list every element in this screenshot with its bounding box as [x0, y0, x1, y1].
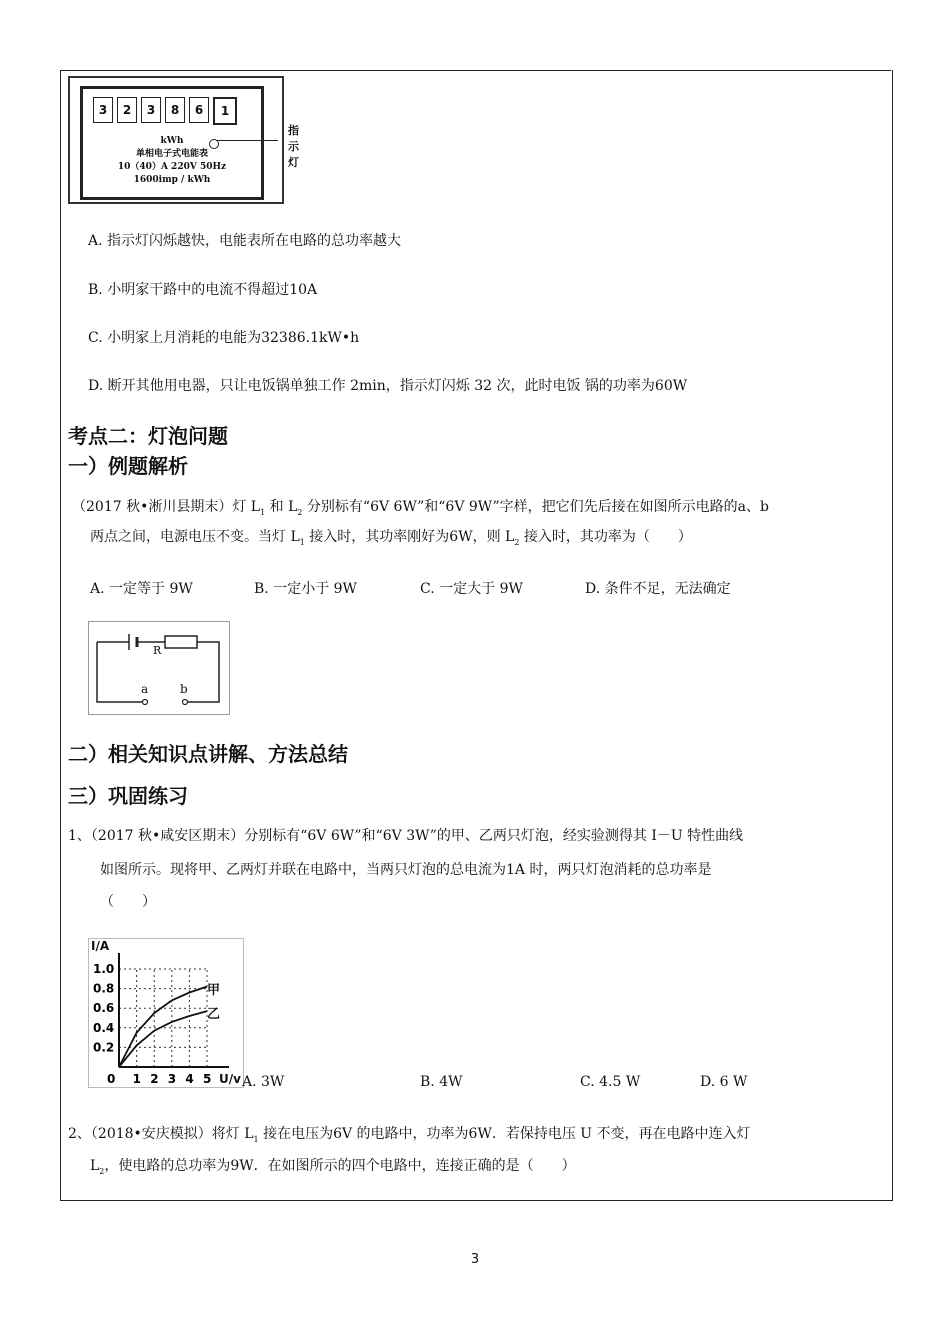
example-line-2: 两点之间，电源电压不变。当灯 $L_1$ 接入时，其功率刚好为6W，则 $L_2$ 接入时，其功率为（ ）	[90, 529, 692, 547]
practice1-line-2: 如图所示。现将甲、乙两灯并联在电路中，当两只灯泡的总电流为1A 时，两只灯泡消耗的总功率是	[100, 862, 712, 878]
q0-option-a: A. 指示灯闪烁越快，电能表所在电路的总功率越大	[88, 233, 402, 249]
meter-digit: 2	[117, 97, 137, 123]
example-option-d: D. 条件不足，无法确定	[585, 581, 731, 597]
example-option-c: C. 一定大于 9W	[420, 581, 523, 597]
practice1-option-a: A. 3W	[242, 1074, 285, 1090]
y-tick-label: 0.4	[93, 1020, 115, 1035]
x-tick-label: 4	[185, 1072, 194, 1086]
meter-rating: 10（40）A 220V 50Hz	[117, 162, 227, 172]
x-tick-label: 2	[150, 1072, 159, 1086]
x-tick-label: 0	[107, 1072, 116, 1086]
meter-unit: kWh	[160, 136, 184, 146]
practice2-line-1: 2、（2018•安庆模拟）将灯 $L_1$ 接在电压为6V 的电路中，功率为6W．若保持电压 U 不变，再在电路中连入灯	[68, 1126, 751, 1144]
y-axis-label: I/A	[91, 939, 110, 953]
meter-name: 单相电子式电能表	[135, 149, 208, 159]
series-line-yi	[119, 1011, 207, 1067]
practice1-line-3: （ ）	[100, 894, 156, 910]
terminal-b-label: b	[180, 682, 188, 696]
section-title: 考点二：灯泡问题	[68, 424, 228, 448]
example-option-b: B. 一定小于 9W	[254, 581, 357, 597]
meter-digit-decimal: 1	[213, 97, 237, 125]
practice1-option-c: C. 4.5 W	[580, 1074, 641, 1090]
y-tick-label: 1.0	[93, 962, 115, 976]
meter-imp: 1600imp / kWh	[133, 175, 211, 185]
electric-meter-figure	[68, 76, 299, 204]
subsection-example: 一）例题解析	[68, 454, 188, 478]
meter-digit: 8	[165, 97, 185, 123]
example-line-1: （2017 秋•淅川县期末）灯 $L_1$ 和 $L_2$ 分别标有“6V 6W”和“6V 9W”字样，把它们先后接在如图所示电路的a、b	[72, 499, 769, 517]
subsection-knowledge: 二）相关知识点讲解、方法总结	[68, 742, 348, 766]
page-number: 3	[470, 1252, 480, 1267]
series-label-yi: 乙	[207, 1007, 221, 1022]
practice1-option-b: B. 4W	[420, 1074, 463, 1090]
example-option-a: A. 一定等于 9W	[90, 581, 193, 597]
meter-panel	[80, 86, 264, 200]
q0-option-d: D. 断开其他用电器，只让电饭锅单独工作 2min，指示灯闪烁 32 次，此时电饭 锅的功率为60W	[88, 378, 688, 394]
practice2-line-2: $L_2$，使电路的总功率为9W．在如图所示的四个电路中，连接正确的是（ ）	[90, 1158, 576, 1176]
practice1-option-d: D. 6 W	[700, 1074, 748, 1090]
circuit-diagram	[88, 621, 230, 715]
meter-digits	[93, 97, 237, 125]
meter-digit: 3	[141, 97, 161, 123]
terminal-a-label: a	[141, 682, 149, 696]
x-tick-label: 3	[167, 1072, 177, 1086]
x-axis-label: U/v	[219, 1072, 241, 1086]
subsection-practice: 三）巩固练习	[68, 784, 188, 808]
x-tick-label: 5	[203, 1072, 212, 1086]
circuit-svg	[89, 622, 229, 714]
y-tick-label: 0.8	[93, 981, 115, 996]
practice1-line-1: 1、（2017 秋•咸安区期末）分别标有“6V 6W”和“6V 3W”的甲、乙两只灯泡，经实验测得其 I－U 特性曲线	[68, 828, 744, 844]
x-tick-label: 1	[132, 1072, 141, 1086]
y-tick-label: 0.6	[93, 1001, 115, 1016]
series-label-jia: 甲	[207, 983, 221, 998]
lamp-label: 指示灯	[288, 124, 299, 169]
q0-option-b: B. 小明家干路中的电流不得超过10A	[88, 282, 318, 298]
y-tick-label: 0.2	[93, 1040, 115, 1055]
q0-option-c: C. 小明家上月消耗的电能为32386.1kW•h	[88, 330, 360, 346]
iu-chart	[88, 938, 244, 1088]
resistor-label: R	[153, 644, 162, 657]
meter-digit: 3	[93, 97, 113, 123]
lamp-pointer-line	[216, 140, 278, 141]
meter-digit: 6	[189, 97, 209, 123]
